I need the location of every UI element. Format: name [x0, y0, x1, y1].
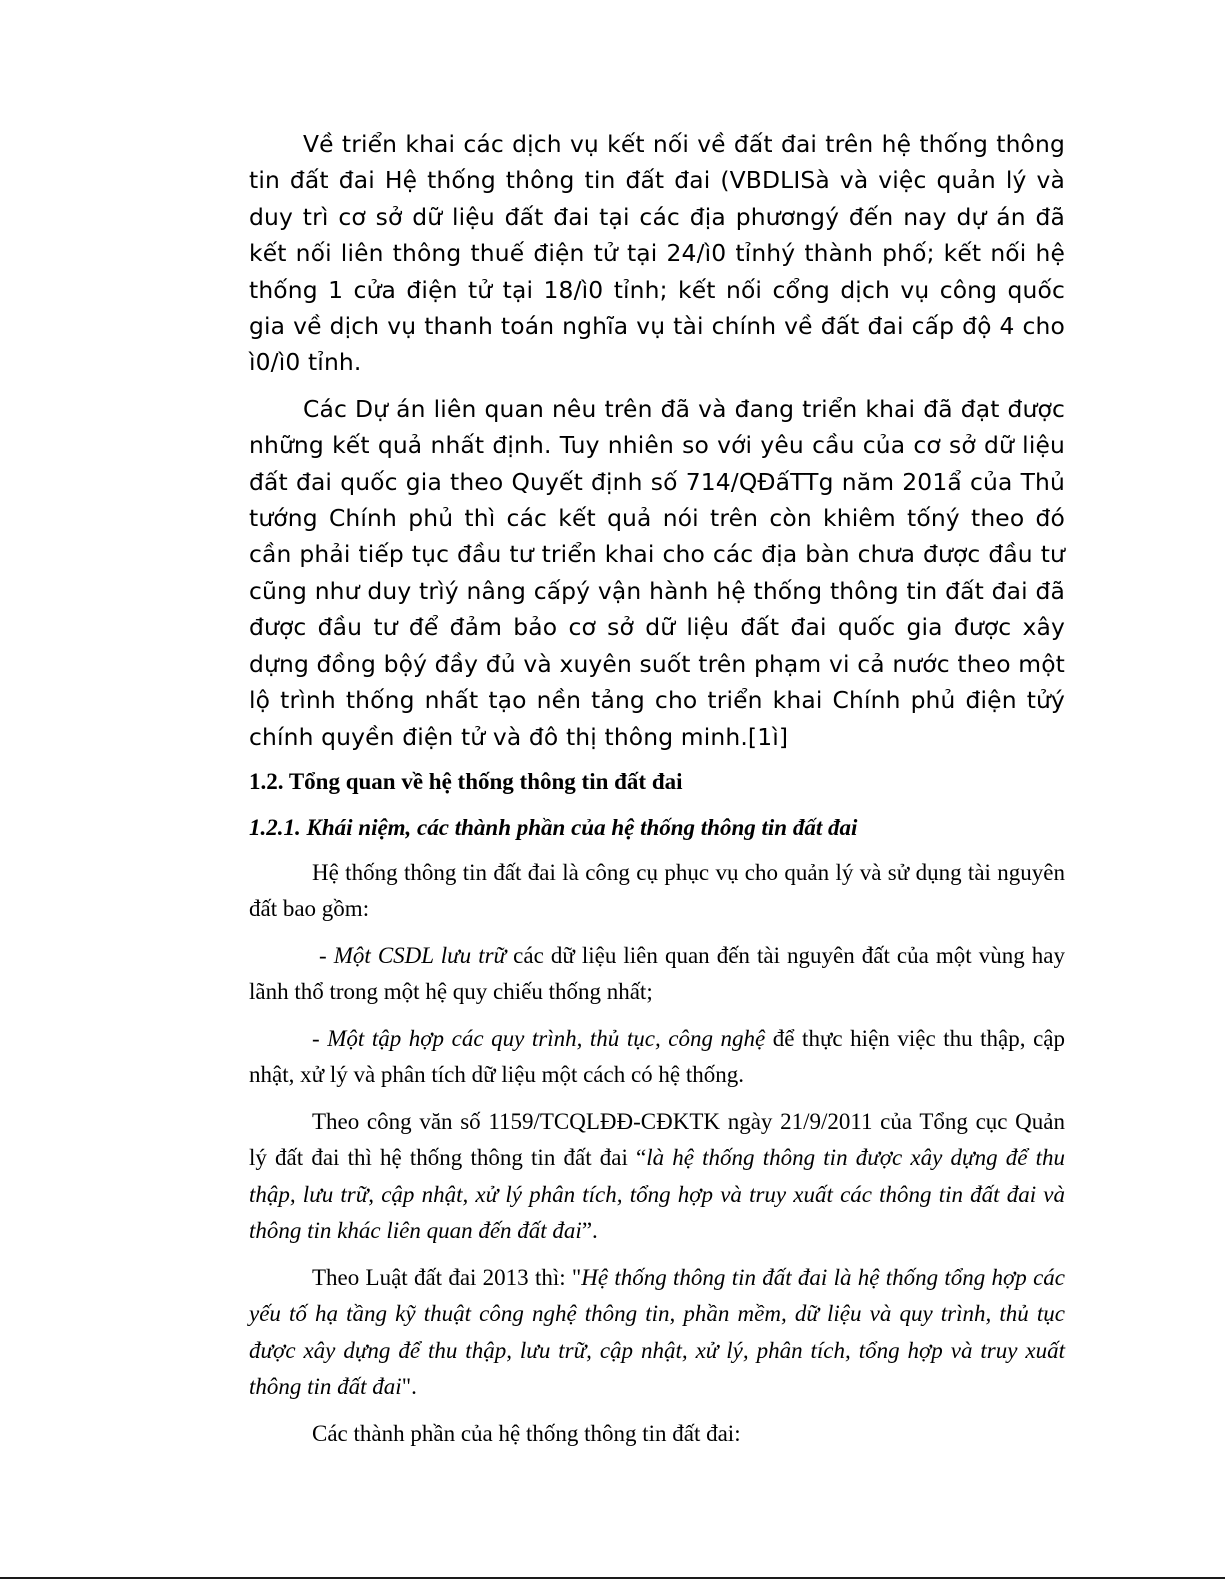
page-bottom-rule — [0, 1577, 1225, 1579]
paragraph-lead: Theo Luật đất đai 2013 thì: " — [312, 1264, 582, 1290]
section-heading: 1.2. Tổng quan về hệ thống thông tin đất đai — [249, 768, 683, 794]
list-item-database — [249, 938, 1065, 1011]
list-item-emphasis: Một tập hợp các quy trình, thủ tục, công nghệ — [327, 1025, 766, 1051]
paragraph-projects: Các Dự án liên quan nêu trên đã và đang triển khai đã đạt được những kết quả nhất định. Tuy nhiên so với yêu cầu của cơ sở dữ liệu đất đai quốc gia theo Quyết định số 714/QĐấTTg năm 201ẩ của Thủ tướng Chính phủ thì các kết quả nói trên còn khiêm tốný theo đó cần phải tiếp tục đầu tư triển khai cho các địa bàn chưa được đầu tư cũng như duy trìý nâng cấpý vận hành hệ thống thông tin đất đai đã được đầu tư để đảm bảo cơ sở dữ liệu đất đai quốc gia được xây dựng đồng bộý đầy đủ và xuyên suốt trên phạm vi cả nước theo một lộ trình thống nhất tạo nền tảng cho triển khai Chính phủ điện tửý chính quyền điện tử và đô thị thông minh.[1ì] — [249, 394, 1065, 751]
list-item-prefix: - — [312, 1025, 328, 1051]
paragraph-intro: Hệ thống thông tin đất đai là công cụ phục vụ cho quản lý và sử dụng tài nguyên đất bao gồm: — [249, 859, 1065, 922]
list-item-text: các dữ liệu liên quan đến tài nguyên đất của một vùng hay lãnh thổ trong một hệ quy chiếu thống nhất; — [249, 942, 1065, 1005]
paragraph-components: Các thành phần của hệ thống thông tin đất đai: — [312, 1420, 741, 1446]
quoted-definition: Hệ thống thông tin đất đai là hệ thống tổng hợp các yếu tố hạ tầng kỹ thuật công nghệ thông tin, phần mềm, dữ liệu và quy trình, thủ tục được xây dựng để thu thập, lưu trữ, cập nhật, xử lý, phân tích, tổng hợp và truy xuất thông tin đất đai — [249, 1264, 1065, 1400]
list-item-emphasis: Một CSDL lưu trữ — [333, 942, 507, 968]
paragraph-services: Về triển khai các dịch vụ kết nối về đất đai trên hệ thống thông tin đất đai Hệ thống thông tin đất đai (VBDLISà và việc quản lý và duy trì cơ sở dữ liệu đất đai tại các địa phươngý đến nay dự án đã kết nối liên thông thuế điện tử tại 24/ì0 tỉnhý thành phố; kết nối hệ thống 1 cửa điện tử tại 18/ì0 tỉnh; kết nối cổng dịch vụ công quốc gia về dịch vụ thanh toán nghĩa vụ tài chính về đất đai cấp độ 4 cho ì0/ì0 tỉnh. — [249, 130, 1065, 377]
quoted-definition: là hệ thống thông tin được xây dựng để thu thập, lưu trữ, cập nhật, xử lý phân tích, tổng hợp và truy xuất các thông tin đất đai và thông tin khác liên quan đến đất đai — [249, 1145, 1065, 1244]
paragraph-lead: Theo công văn số 1159/TCQLĐĐ-CĐKTK ngày 21/9/2011 của Tổng cục Quản lý đất đai thì hệ thống thông tin đất đai “ — [249, 1108, 1065, 1171]
subsection-heading: 1.2.1. Khái niệm, các thành phần của hệ thống thông tin đất đai — [249, 814, 858, 840]
list-item-text: để thực hiện việc thu thập, cập nhật, xử lý và phân tích dữ liệu một cách có hệ thống. — [249, 1025, 1065, 1088]
page-content — [249, 126, 1065, 1462]
paragraph-land-law — [249, 1260, 1065, 1406]
list-item-prefix: - — [319, 942, 334, 968]
list-item-procedures — [249, 1021, 1065, 1094]
paragraph-tail: ". — [401, 1374, 417, 1400]
paragraph-tail: ”. — [581, 1218, 598, 1244]
paragraph-official-letter — [249, 1104, 1065, 1250]
